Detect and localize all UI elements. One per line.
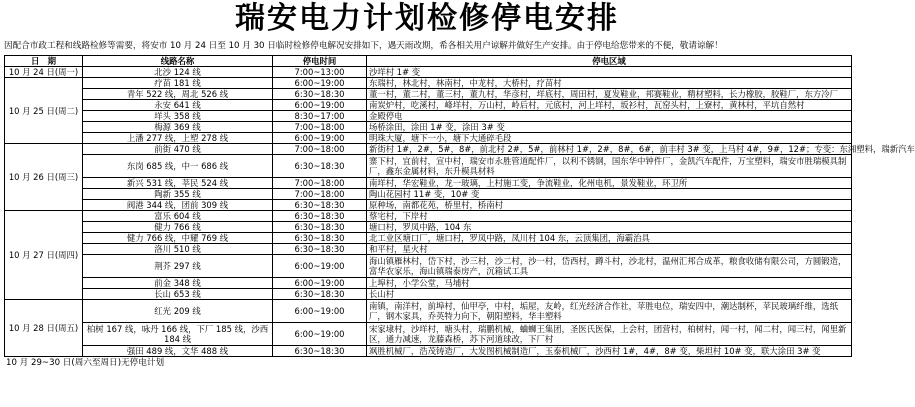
line-cell: 青年 522 线，周北 526 线 (83, 89, 273, 100)
area-cell: 北工业区塘口厂，塘口村，罗凤中路，凤川村 104 东，云顶集团，海霸治具 (367, 233, 852, 244)
table-row (5, 244, 852, 255)
table-row (5, 78, 852, 89)
time-cell: 7:00~18:00 (273, 144, 367, 155)
area-cell: 和平村，星火村 (367, 244, 852, 255)
header-line: 线路名称 (83, 56, 273, 67)
area-cell: 场桥涂田，涂田 1# 变，涂田 3# 变 (367, 122, 852, 133)
table-row (5, 133, 852, 144)
time-cell: 6:30~18:30 (273, 244, 367, 255)
table-row (5, 289, 852, 300)
time-cell: 7:00~18:00 (273, 189, 367, 200)
time-cell: 6:30~18:30 (273, 346, 367, 357)
line-cell: 富乐 604 线 (83, 211, 273, 222)
time-cell: 6:00~19:00 (273, 323, 367, 346)
table-row (5, 346, 852, 357)
table-row (5, 200, 852, 211)
line-cell: 新兴 531 线，莘民 524 线 (83, 178, 273, 189)
line-cell: 梅源 369 线 (83, 122, 273, 133)
time-cell: 6:30~18:30 (273, 89, 367, 100)
line-cell: 前金 348 线 (83, 278, 273, 289)
line-cell: 红光 209 线 (83, 300, 273, 323)
line-cell: 永安 641 线 (83, 100, 273, 111)
time-cell: 6:30~18:30 (273, 211, 367, 222)
time-cell: 6:00~19:00 (273, 78, 367, 89)
table-row (5, 100, 852, 111)
line-cell: 柏树 167 线，咏丹 166 线，下厂 185 线，沙西 184 线 (83, 323, 273, 346)
area-cell: 塘口村，罗凤中路，104 东 (367, 222, 852, 233)
header-row (5, 56, 852, 67)
line-cell: 健力 766 线 (83, 222, 273, 233)
line-cell: 荆芥 297 线 (83, 255, 273, 278)
table-row (5, 155, 852, 178)
time-cell: 6:30~18:30 (273, 289, 367, 300)
table-row (5, 189, 852, 200)
line-cell: 疗苗 181 线 (83, 78, 273, 89)
line-cell: 健力 766 线，中耀 769 线 (83, 233, 273, 244)
area-cell: 南炭炉村，吃溪村，峰垟村，万山村，岭后村，元底村，河上垟村，坂衫村，瓦窑头村，上寮村，黄林村，平坑自然村 (367, 100, 852, 111)
area-cell: 原种场，南都花苑，桥里村，桥南村 (367, 200, 852, 211)
area-cell: 陶山花园村 11# 变，10# 变 (367, 189, 852, 200)
line-cell: 强田 489 线，文华 488 线 (83, 346, 273, 357)
time-cell: 6:30~18:30 (273, 200, 367, 211)
date-cell: 10 月 24 日(周一) (5, 67, 83, 78)
notice-text: 因配合市政工程和线路检修等需要，将安市 10 月 24 日至 10 月 30 日临时检修停电解况安排如下，遇天雨改期，希各相关用户谅解并做好生产安排。由于停电给您带来的不便，敬请谅解！ (4, 41, 723, 51)
area-cell: 金殿停电 (367, 111, 852, 122)
table-row (5, 89, 852, 100)
area-cell: 蔡宅村，下岸村 (367, 211, 852, 222)
area-cell: 明珠大厦，塘下一小，塘下大通碎毛段 (367, 133, 852, 144)
area-cell: 寨下村，宜前村，宣中村，瑞安市永胜管道配件厂，以利不锈钢，国东华中钟件厂，金凯汽车配件，万宝塑料，瑞安市胜瑞模具制厂，鑫东金属材料，东升模具材料 (367, 155, 852, 178)
area-cell: 董一村，董二村，董三村，董九村，华彦村，垟底村，周田村，夏发鞋业，邦赛鞋业，精材塑料，长力橡胶，胶鞋厂，东方冷厂 (367, 89, 852, 100)
area-cell: 南镇，南洋村，前埠村，仙甲亭，中村，垢屋，友岭，红光经济合作社，苹胜电位，瑞安四中，潮达制杯，苹民玻璃纤维，选纸厂，钢木家具，乔英特力向下，朝阳塑料，华丰塑料 (367, 300, 852, 323)
time-cell: 8:30~17:00 (273, 111, 367, 122)
time-cell: 6:00~19:00 (273, 255, 367, 278)
area-cell: 沙垟村 1# 变 (367, 67, 852, 78)
page-title: 瑞安电力计划检修停电安排 (235, 1, 619, 36)
table-row (5, 122, 852, 133)
date-cell: 10 月 28 日(周五) (5, 300, 83, 357)
table-row (5, 255, 852, 278)
table-row (5, 211, 852, 222)
table-row (5, 178, 852, 189)
line-cell: 洛川 510 线 (83, 244, 273, 255)
table-row (5, 233, 852, 244)
time-cell: 6:30~18:30 (273, 233, 367, 244)
table-row (5, 144, 852, 155)
line-cell: 阀港 344 线，团前 309 线 (83, 200, 273, 211)
date-cell: 10 月 26 日(周三) (5, 144, 83, 211)
time-cell: 6:00~19:00 (273, 133, 367, 144)
header-area: 停电区域 (367, 56, 852, 67)
time-cell: 7:00~13:00 (273, 67, 367, 78)
area-cell: 东瑞村，林北村，林南村，中龙村，大桥村，疗苗村 (367, 78, 852, 89)
table-row (5, 111, 852, 122)
table-row (5, 67, 852, 78)
date-cell: 10 月 25 日(周二) (5, 78, 83, 144)
table-row (5, 323, 852, 346)
line-cell: 上潘 277 线，上塑 278 线 (83, 133, 273, 144)
area-cell: 长山村 (367, 289, 852, 300)
time-cell: 6:00~19:00 (273, 300, 367, 323)
area-cell: 上埠村，小学公堂，马埔村 (367, 278, 852, 289)
area-cell: 新街村 1#，2#，5#，8#，前北村 2#，5#，前林村 1#，2#，8#，6#，前丰村 3# 变，上马村 4#，9#，12#；专变：东湘塑料，瑞新汽车 (367, 144, 852, 155)
footer-note: 10 月 29~30 日(周六至周日)无停电计划 (6, 358, 165, 368)
time-cell: 6:30~18:30 (273, 155, 367, 178)
area-cell: 飒胜机械厂，浩茂铸造厂，大发图机械制造厂，玉泰机械厂，沙西村 1#，4#，8# 变，柴坦村 10# 变，联大涂田 3# 变 (367, 346, 852, 357)
date-cell: 10 月 27 日(周四) (5, 211, 83, 300)
table-row (5, 278, 852, 289)
time-cell: 6:00~19:00 (273, 278, 367, 289)
time-cell: 7:00~18:00 (273, 122, 367, 133)
line-cell: 北沙 124 线 (83, 67, 273, 78)
line-cell: 陶新 355 线 (83, 189, 273, 200)
table-row (5, 222, 852, 233)
area-cell: 海山镇雁林村，岱下村，沙三村，沙二村，沙一村，岱西村，蹲斗村，沙北村，温州汇邦合成革，粮食收储有限公司，方圆锻造，富华农家乐，海山镇瑞泰房产，沉箱试工具 (367, 255, 852, 278)
table-row (5, 300, 852, 323)
time-cell: 7:00~18:00 (273, 178, 367, 189)
header-time: 停电时间 (273, 56, 367, 67)
area-cell: 南垟村，华宏鞋业，龙一玻璃，上村施工变，争流鞋业，化州电机，景发鞋业，环卫所 (367, 178, 852, 189)
line-cell: 长山 653 线 (83, 289, 273, 300)
header-date: 日 期 (5, 56, 83, 67)
time-cell: 6:30~18:30 (273, 222, 367, 233)
time-cell: 6:00~19:00 (273, 100, 367, 111)
area-cell: 宋家埭村，沙垟村，塘头村，瑞鹏机械，蛐蛳王集团，圣医氏医保，上会村，团营村，柏树村，闻一村，闻二村，闻三村，闻里新区，通力减速，龙藤森桥，苏下河道球改，下厂村 (367, 323, 852, 346)
line-cell: 东岗 685 线，中一 686 线 (83, 155, 273, 178)
line-cell: 前街 470 线 (83, 144, 273, 155)
outage-table (4, 55, 915, 357)
line-cell: 垟头 358 线 (83, 111, 273, 122)
